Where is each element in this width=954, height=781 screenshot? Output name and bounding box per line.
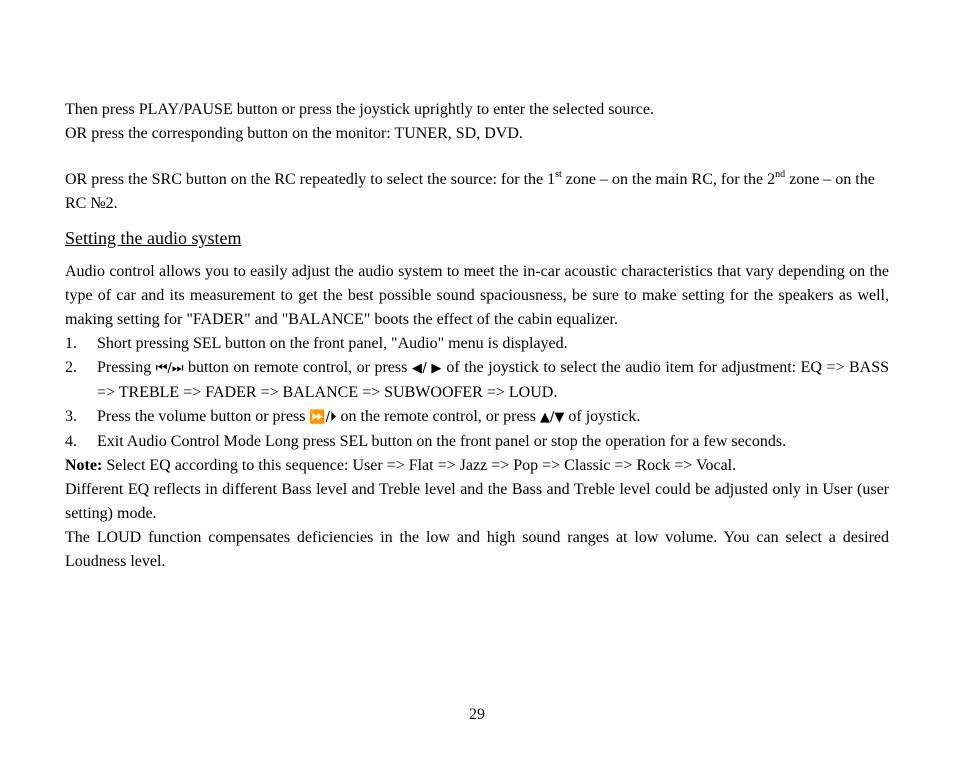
step-text — [97, 405, 889, 430]
step-text-part: Press the volume button or press — [97, 408, 310, 425]
step-number: 2. — [65, 359, 77, 376]
loud-paragraph: The LOUD function compensates deficiencies in the low and high sound ranges at low volume. You can select a desired Loudness level. — [65, 529, 889, 570]
step-text-part: of joystick. — [564, 408, 641, 425]
src-sup-1: st — [555, 169, 562, 180]
intro-line-src — [65, 168, 889, 216]
steps-list — [65, 332, 889, 454]
note-label: Note: — [65, 457, 103, 474]
intro-line-play-pause: Then press PLAY/PAUSE button or press the joystick uprightly to enter the selected source. — [65, 101, 654, 118]
section-paragraph: Audio control allows you to easily adjust the audio system to meet the in-car acoustic characteristics that vary depending on the type of car and its measurement to get the best possible sound spaciousness, be sure to make setting for the speakers as well, making setting for "FADER" and "BALANCE" boots the effect of the cabin equalizer. — [65, 263, 889, 328]
step-text: Short pressing SEL button on the front panel, "Audio" menu is displayed. — [97, 335, 568, 352]
up-down-arrow-icon: ▲/▼ — [540, 410, 565, 425]
eq-paragraph: Different EQ reflects in different Bass level and Treble level and the Bass and Treble level could be adjusted only in User (user setting) mode. — [65, 481, 889, 522]
list-item — [65, 430, 889, 454]
fast-forward-play-icon: ⏩/⏵ — [309, 410, 337, 425]
left-right-arrow-icon: ◀/ ▶ — [411, 361, 442, 376]
blank-line — [65, 146, 889, 168]
page-number: 29 — [469, 706, 485, 723]
list-item — [65, 405, 889, 430]
step-number: 4. — [65, 433, 77, 450]
src-text-3: zone – on the RC №2. — [65, 171, 875, 212]
src-text-1: OR press the SRC button on the RC repeatedly to select the source: for the 1 — [65, 171, 556, 188]
step-text-part: of the joystick to select the audio item for adjustment: EQ => BASS => TREBLE => FADER => BALANCE => SUBWOOFER => LOUD. — [97, 359, 890, 401]
step-number: 1. — [65, 335, 77, 352]
list-item — [65, 332, 889, 356]
step-text: Exit Audio Control Mode Long press SEL button on the front panel or stop the operation for a few seconds. — [97, 433, 787, 450]
note-line — [65, 454, 889, 478]
step-text — [97, 356, 889, 405]
prev-next-icon: ⏮/⏭ — [155, 361, 184, 376]
src-text-2: zone – on the main RC, for the 2 — [561, 171, 776, 188]
section-heading: Setting the audio system — [65, 228, 242, 248]
note-text: Select EQ according to this sequence: User => Flat => Jazz => Pop => Classic => Rock => Vocal. — [102, 457, 737, 474]
src-sup-2: nd — [775, 169, 786, 180]
step-number: 3. — [65, 408, 77, 425]
step-text-part: on the remote control, or press — [336, 408, 540, 425]
page-content — [65, 98, 889, 574]
intro-line-monitor-buttons: OR press the corresponding button on the monitor: TUNER, SD, DVD. — [65, 125, 523, 142]
list-item — [65, 356, 889, 405]
step-text-part: button on remote control, or press — [183, 359, 412, 376]
step-text-part: Pressing — [97, 359, 156, 376]
